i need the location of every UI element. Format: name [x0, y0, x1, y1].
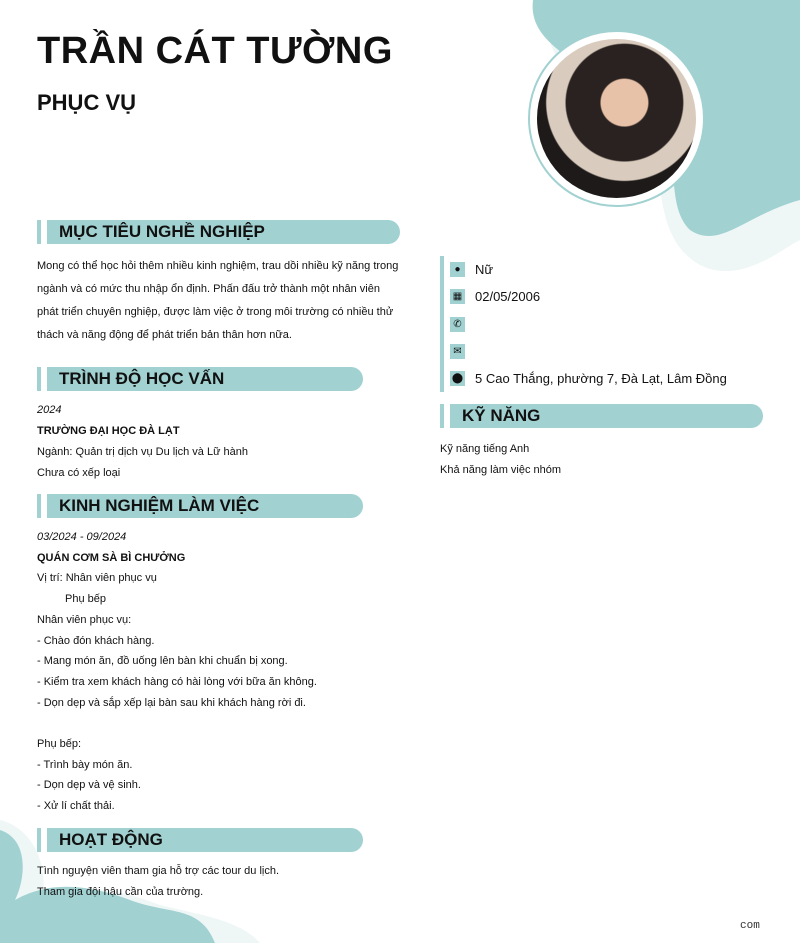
experience-line: - Kiểm tra xem khách hàng có hài lòng với bữa ăn không. — [37, 675, 317, 688]
profile-photo — [528, 30, 705, 207]
experience-line: - Chào đón khách hàng. — [37, 634, 155, 647]
footer-text: com — [740, 920, 760, 932]
education-block — [37, 400, 402, 484]
contact-gender — [450, 256, 770, 283]
education-school: TRƯỜNG ĐẠI HỌC ĐÀ LẠT — [37, 425, 180, 437]
mail-icon: ✉ — [450, 344, 465, 359]
experience-line: - Mang món ăn, đồ uống lên bàn khi chuẩn bị xong. — [37, 655, 288, 668]
dob-value: 02/05/2006 — [475, 289, 541, 305]
section-heading: KINH NGHIỆM LÀM VIỆC — [47, 494, 363, 518]
experience-block — [37, 527, 402, 817]
education-year: 2024 — [37, 404, 62, 416]
contact-email — [450, 338, 770, 365]
activity-item: Tình nguyện viên tham gia hỗ trợ các tour du lịch. — [37, 865, 280, 877]
section-education — [37, 367, 363, 391]
section-heading: TRÌNH ĐỘ HỌC VẤN — [47, 367, 363, 391]
section-experience — [37, 494, 363, 518]
address-value: 5 Cao Thắng, phường 7, Đà Lạt, Lâm Đồng — [475, 371, 727, 387]
experience-period: 03/2024 - 09/2024 — [37, 531, 127, 543]
section-heading: KỸ NĂNG — [450, 404, 763, 428]
experience-line: Phụ bếp — [65, 593, 106, 606]
skill-item: Kỹ năng tiếng Anh — [440, 443, 530, 455]
section-skills — [440, 404, 763, 428]
contact-dob — [450, 283, 770, 310]
experience-line: Vị trí: Nhân viên phục vụ — [37, 572, 157, 585]
candidate-name: TRẦN CÁT TƯỜNG — [37, 30, 393, 72]
objective-text: Mong có thể học hỏi thêm nhiều kinh nghiệm, trau dồi nhiều kỹ năng trong ngành và có mức thu nhập ổn định. Phấn đấu trở thành một nhân viên phát triển chuyên nghiệp, được làm việc ở trong môi trường có nhiều thử thách và năng động để phát triển bản thân hơn nữa. — [37, 260, 399, 341]
education-major: Ngành: Quản trị dịch vụ Du lịch và Lữ hành — [37, 446, 248, 458]
skills-list — [440, 439, 770, 481]
experience-company: QUÁN CƠM SÀ BÌ CHƯỞNG — [37, 551, 186, 564]
section-activities — [37, 828, 363, 852]
section-objective — [37, 220, 400, 244]
phone-icon: ✆ — [450, 317, 465, 332]
gender-value: Nữ — [475, 262, 494, 278]
calendar-icon: ▦ — [450, 289, 465, 304]
experience-line: - Trình bày món ăn. — [37, 758, 133, 771]
skill-item: Khả năng làm việc nhóm — [440, 464, 562, 476]
section-heading: MỤC TIÊU NGHỀ NGHIỆP — [47, 220, 400, 244]
contact-info — [440, 256, 770, 392]
section-heading: HOẠT ĐỘNG — [47, 828, 363, 852]
experience-line: - Xử lí chất thải. — [37, 800, 115, 813]
contact-address — [450, 365, 770, 392]
person-icon: ● — [450, 262, 465, 277]
job-title: PHỤC VỤ — [37, 90, 137, 115]
education-grade: Chưa có xếp loại — [37, 467, 121, 479]
experience-line: Nhân viên phục vụ: — [37, 613, 132, 626]
activities-block — [37, 861, 402, 903]
location-pin-icon: ⬤ — [451, 373, 464, 385]
experience-line: Phụ bếp: — [37, 738, 82, 751]
experience-line — [37, 713, 402, 734]
experience-line: - Dọn dẹp và sắp xếp lại bàn sau khi khách hàng rời đi. — [37, 696, 306, 709]
activity-item: Tham gia đội hậu cần của trường. — [37, 886, 204, 898]
contact-phone — [450, 311, 770, 338]
experience-line: - Dọn dẹp và vệ sinh. — [37, 779, 141, 792]
